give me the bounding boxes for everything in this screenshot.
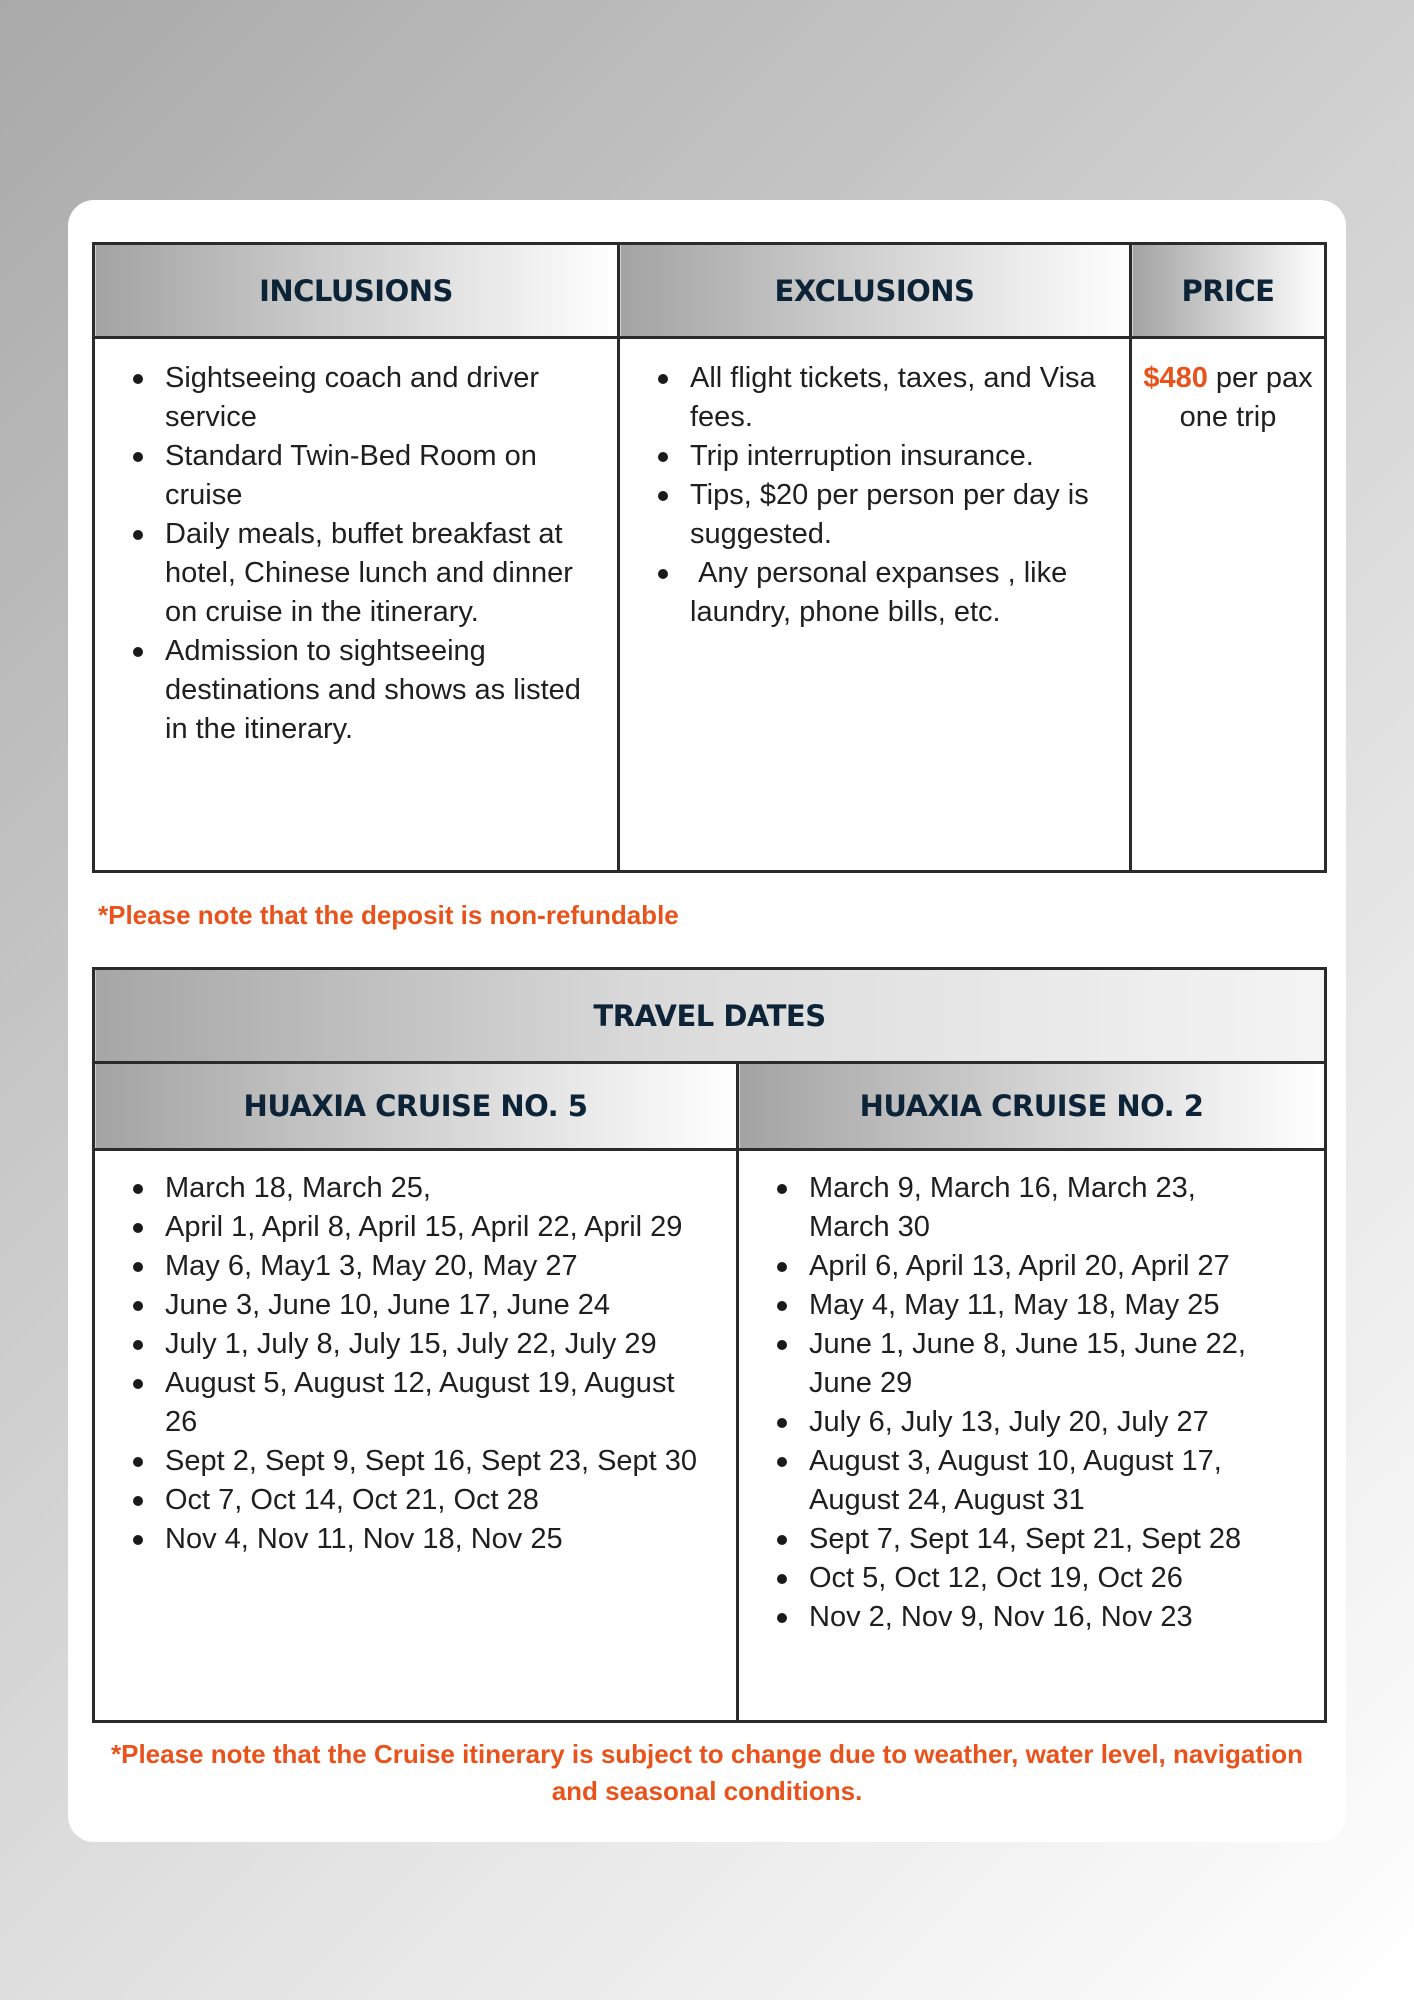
list-item: Oct 5, Oct 12, Oct 19, Oct 26 [809, 1559, 1284, 1598]
list-item: Nov 2, Nov 9, Nov 16, Nov 23 [809, 1598, 1284, 1637]
exclusions-header: EXCLUSIONS [619, 244, 1131, 338]
cruise5-dates-list [95, 1169, 736, 1559]
list-item: Sept 2, Sept 9, Sept 16, Sept 23, Sept 30 [165, 1442, 714, 1481]
price-description: per pax one trip [1179, 362, 1313, 433]
price-cell [1131, 338, 1326, 872]
list-item: Sept 7, Sept 14, Sept 21, Sept 28 [809, 1520, 1284, 1559]
list-item: Tips, $20 per person per day is suggested. [690, 476, 1115, 554]
exclusions-cell [619, 338, 1131, 872]
list-item: Daily meals, buffet breakfast at hotel, Chinese lunch and dinner on cruise in the itinerary. [165, 515, 603, 632]
inclusions-cell [94, 338, 619, 872]
list-item: Any personal expanses , like laundry, phone bills, etc. [690, 554, 1115, 632]
list-item: April 6, April 13, April 20, April 27 [809, 1247, 1284, 1286]
list-item: June 3, June 10, June 17, June 24 [165, 1286, 714, 1325]
cruise2-header: HUAXIA CRUISE NO. 2 [738, 1063, 1326, 1150]
exclusions-list [620, 359, 1129, 632]
list-item: June 1, June 8, June 15, June 22, June 29 [809, 1325, 1284, 1403]
list-item: March 9, March 16, March 23, March 30 [809, 1169, 1284, 1247]
travel-dates-table [92, 967, 1327, 1723]
list-item: August 3, August 10, August 17, August 24, August 31 [809, 1442, 1284, 1520]
cruise5-header: HUAXIA CRUISE NO. 5 [94, 1063, 738, 1150]
cruise2-dates-cell [738, 1150, 1326, 1722]
list-item: Admission to sightseeing destinations and shows as listed in the itinerary. [165, 632, 603, 749]
list-item: Sightseeing coach and driver service [165, 359, 603, 437]
list-item: Standard Twin-Bed Room on cruise [165, 437, 603, 515]
list-item: May 4, May 11, May 18, May 25 [809, 1286, 1284, 1325]
content-card [68, 200, 1346, 1842]
list-item: May 6, May1 3, May 20, May 27 [165, 1247, 714, 1286]
pricing-table [92, 242, 1327, 873]
list-item: August 5, August 12, August 19, August 26 [165, 1364, 714, 1442]
list-item: Nov 4, Nov 11, Nov 18, Nov 25 [165, 1520, 714, 1559]
travel-dates-header: TRAVEL DATES [94, 969, 1326, 1063]
cruise5-dates-cell [94, 1150, 738, 1722]
list-item: Trip interruption insurance. [690, 437, 1115, 476]
list-item: Oct 7, Oct 14, Oct 21, Oct 28 [165, 1481, 714, 1520]
list-item: April 1, April 8, April 15, April 22, April 29 [165, 1208, 714, 1247]
list-item: All flight tickets, taxes, and Visa fees. [690, 359, 1115, 437]
list-item: July 1, July 8, July 15, July 22, July 29 [165, 1325, 714, 1364]
cruise-change-note: *Please note that the Cruise itinerary is subject to change due to weather, water level, navigation and seasonal conditions. [110, 1739, 1303, 1806]
price-header: PRICE [1131, 244, 1326, 338]
deposit-note: *Please note that the deposit is non-refundable [98, 900, 679, 930]
list-item: March 18, March 25, [165, 1169, 714, 1208]
list-item: July 6, July 13, July 20, July 27 [809, 1403, 1284, 1442]
inclusions-list [95, 359, 617, 749]
price-amount: $480 [1143, 362, 1208, 394]
cruise2-dates-list [739, 1169, 1324, 1637]
inclusions-header: INCLUSIONS [94, 244, 619, 338]
